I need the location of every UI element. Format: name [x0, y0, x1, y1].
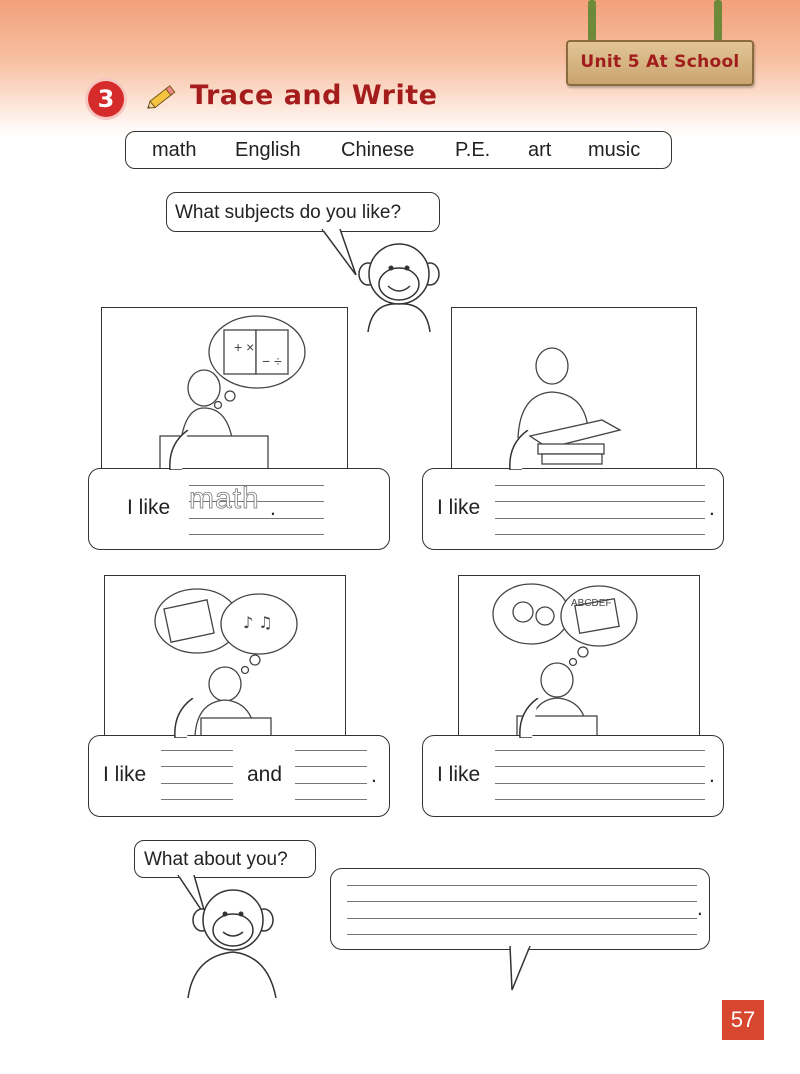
speech-tail	[165, 698, 195, 738]
word-bank-item: music	[588, 139, 641, 161]
girl-thinking-art-music-illustration	[105, 576, 345, 738]
writing-lines[interactable]	[347, 885, 697, 935]
svg-text:♪ ♫: ♪ ♫	[243, 613, 273, 632]
writing-lines[interactable]	[295, 750, 367, 800]
vine-left	[588, 0, 596, 42]
word-bank	[125, 131, 672, 169]
word-bank-item: P.E.	[455, 139, 491, 161]
picture-boy-reading	[451, 307, 697, 473]
writing-lines[interactable]	[495, 485, 705, 535]
svg-text:ABCDEF: ABCDEF	[571, 598, 612, 609]
speech-tail	[500, 430, 530, 470]
answer-prefix: I like	[127, 496, 171, 519]
vine-right	[714, 0, 722, 42]
speech-tail	[506, 946, 536, 992]
period: .	[270, 497, 276, 520]
boy-thinking-math-illustration	[102, 308, 347, 472]
answer-conjunction: and	[247, 763, 283, 786]
exercise-title: Trace and Write	[190, 80, 438, 111]
question-bubble-bottom	[134, 840, 316, 878]
traced-word: math	[189, 482, 260, 515]
monkey-illustration	[180, 880, 280, 998]
period: .	[709, 764, 715, 787]
question-bubble-top	[166, 192, 440, 232]
svg-text:− ÷: − ÷	[262, 353, 282, 369]
word-bank-item: math	[152, 139, 197, 161]
picture-girl-art-music	[104, 575, 346, 739]
answer-box-girl-thinking	[422, 735, 724, 817]
answer-prefix: I like	[437, 763, 481, 786]
your-answer-box	[330, 868, 710, 950]
monkey-illustration	[358, 238, 440, 332]
writing-lines[interactable]	[495, 750, 705, 800]
svg-text:+ ×: + ×	[234, 339, 255, 355]
answer-box-girl-two	[88, 735, 390, 817]
writing-lines[interactable]	[161, 750, 233, 800]
word-bank-item: Chinese	[341, 139, 415, 161]
unit-sign	[566, 40, 754, 86]
question-text: What subjects do you like?	[175, 202, 402, 223]
answer-box-boy-reading	[422, 468, 724, 550]
speech-tail	[160, 430, 190, 470]
question-text: What about you?	[144, 849, 288, 870]
word-bank-item: English	[235, 139, 301, 161]
period: .	[371, 764, 377, 787]
word-bank-item: art	[528, 139, 552, 161]
exercise-number-badge: 3	[88, 81, 124, 117]
answer-box-boy-math	[88, 468, 390, 550]
period: .	[709, 497, 715, 520]
boy-reading-illustration	[452, 308, 696, 472]
pencil-icon	[144, 82, 180, 112]
picture-girl-sports-english	[458, 575, 700, 739]
speech-tail	[510, 698, 540, 738]
answer-prefix: I like	[103, 763, 147, 786]
page-number: 57	[722, 1000, 764, 1040]
period: .	[697, 897, 703, 920]
speech-tail	[320, 229, 362, 275]
picture-boy-math	[101, 307, 348, 473]
unit-label: Unit 5 At School	[580, 52, 740, 72]
answer-prefix: I like	[437, 496, 481, 519]
girl-thinking-pe-english-illustration	[459, 576, 699, 738]
